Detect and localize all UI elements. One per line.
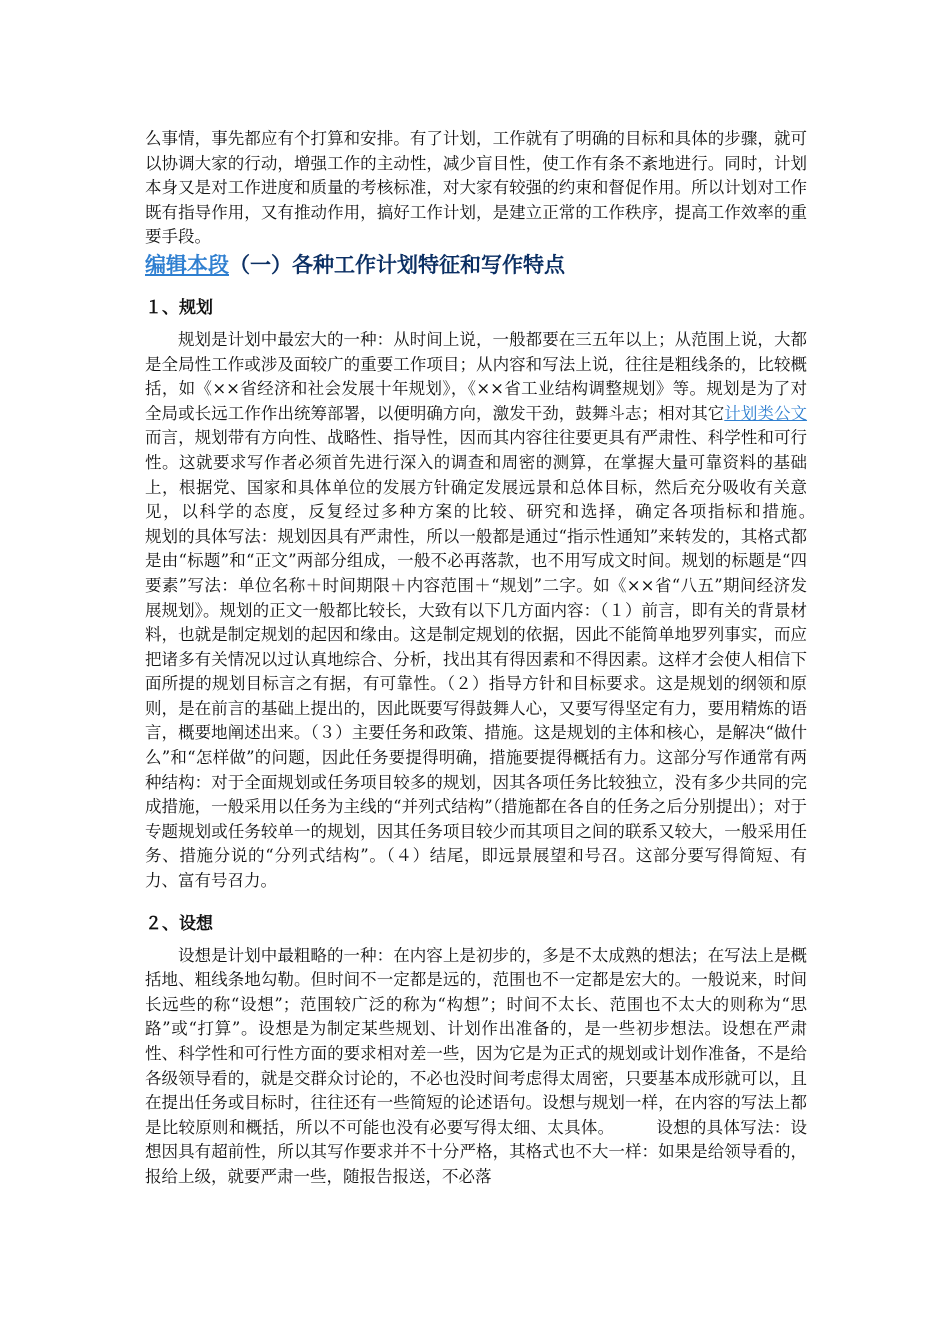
document-page xyxy=(145,127,857,1190)
edit-section-link[interactable]: 编辑本段 xyxy=(145,252,229,277)
heading-guihua: １、规划 xyxy=(145,297,213,318)
shexiang-paragraph: 设想是计划中最粗略的一种：在内容上是初步的，多是不太成熟的想法；在写法上是概括地、粗线条地勾勒。但时间不一定都是远的，范围也不一定都是宏大的。一般说来，时间长远些的称“设想”；范围较广泛的称为“构想”；时间不太长、范围也不太大的则称为“思路”或“打算”。设想是为制定某些规划、计划作出准备的，是一些初步想法。设想在严肃性、科学性和可行性方面的要求相对差一些，因为它是为正式的规划或计划作准备，不是给各级领导看的，就是交群众讨论的，不必也没时间考虑得太周密，只要基本成形就可以，且在提出任务或目标时，往往还有一些简短的论述语句。设想与规划一样，在内容的写法上都是比较原则和概括，所以不可能也没有必要写得太细、太具体。 设想的具体写法：设想因具有超前性，所以其写作要求并不十分严格，其格式也不大一样：如果是给领导看的，报给上级，就要严肃一些，随报告报送，不必落 xyxy=(145,945,807,1186)
section-title: （一）各种工作计划特征和写作特点 xyxy=(229,252,565,277)
plan-document-link[interactable]: 计划类公文 xyxy=(724,403,808,423)
guihua-paragraph xyxy=(145,328,857,894)
intro-paragraph: 么事情，事先都应有个打算和安排。有了计划，工作就有了明确的目标和具体的步骤，就可以协调大家的行动，增强工作的主动性，减少盲目性，使工作有条不紊地进行。同时，计划本身又是对工作进度和质量的考核标准，对大家有较强的约束和督促作用。所以计划对工作既有指导作用，又有推动作用，搞好工作计划，是建立正常的工作秩序，提高工作效率的重要手段。 xyxy=(145,129,807,247)
guihua-text-before-link: 规划是计划中最宏大的一种：从时间上说，一般都要在三五年以上；从范围上说，大都是全局性工作或涉及面较广的重要工作项目；从内容和写法上说，往往是粗线条的，比较概括，如《××省经济和社会发展十年规划》，《××省工业结构调整规划》等。规划是为了对全局或长远工作作出统筹部署，以便明确方向，激发干劲，鼓舞斗志；相对其它 xyxy=(145,329,807,423)
section-heading xyxy=(145,252,807,278)
heading-shexiang: ２、设想 xyxy=(145,913,213,934)
guihua-text-after-link: 而言，规划带有方向性、战略性、指导性，因而其内容往往要更具有严肃性、科学性和可行性。这就要求写作者必须首先进行深入的调查和周密的测算，在掌握大量可靠资料的基础上，根据党、国家和具体单位的发展方针确定发展远景和总体目标，然后充分吸收有关意见，以科学的态度，反复经过多种方案的比较、研究和选择，确定各项指标和措施。 规划的具体写法：规划因具有严肃性，所以一般都是通过“指示性通知”来转发的，其格式都是由“标题”和“正文”两部分组成，一般不必再落款，也不用写成文时间。规划的标题是“四要素”写法：单位名称＋时间期限＋内容范围＋“规划”二字。如《××省“八五”期间经济发展规划》。规划的正文一般都比较长，大致有以下几方面内容：（１）前言，即有关的背景材料，也就是制定规划的起因和缘由。这是制定规划的依据，因此不能简单地罗列事实，而应把诸多有关情况以过认真地综合、分析，找出其有得因素和不得因素。这样才会使人相信下面所提的规划目标言之有据，有可靠性。（２）指导方针和目标要求。这是规划的纲领和原则，是在前言的基础上提出的，因此既要写得鼓舞人心，又要写得坚定有力，要用精炼的语言，概要地阐述出来。（３）主要任务和政策、措施。这是规划的主体和核心，是解决“做什么”和“怎样做”的问题，因此任务要提得明确，措施要提得概括有力。这部分写作通常有两种结构：对于全面规划或任务项目较多的规划，因其各项任务比较独立，没有多少共同的完成措施，一般采用以任务为主线的“并列式结构”（措施都在各自的任务之后分别提出）；对于专题规划或任务较单一的规划，因其任务项目较少而其项目之间的联系又较大，一般采用任务、措施分说的“分列式结构”。（４）结尾，即远景展望和号召。这部分要写得简短、有力、富有号召力。 xyxy=(145,428,857,891)
